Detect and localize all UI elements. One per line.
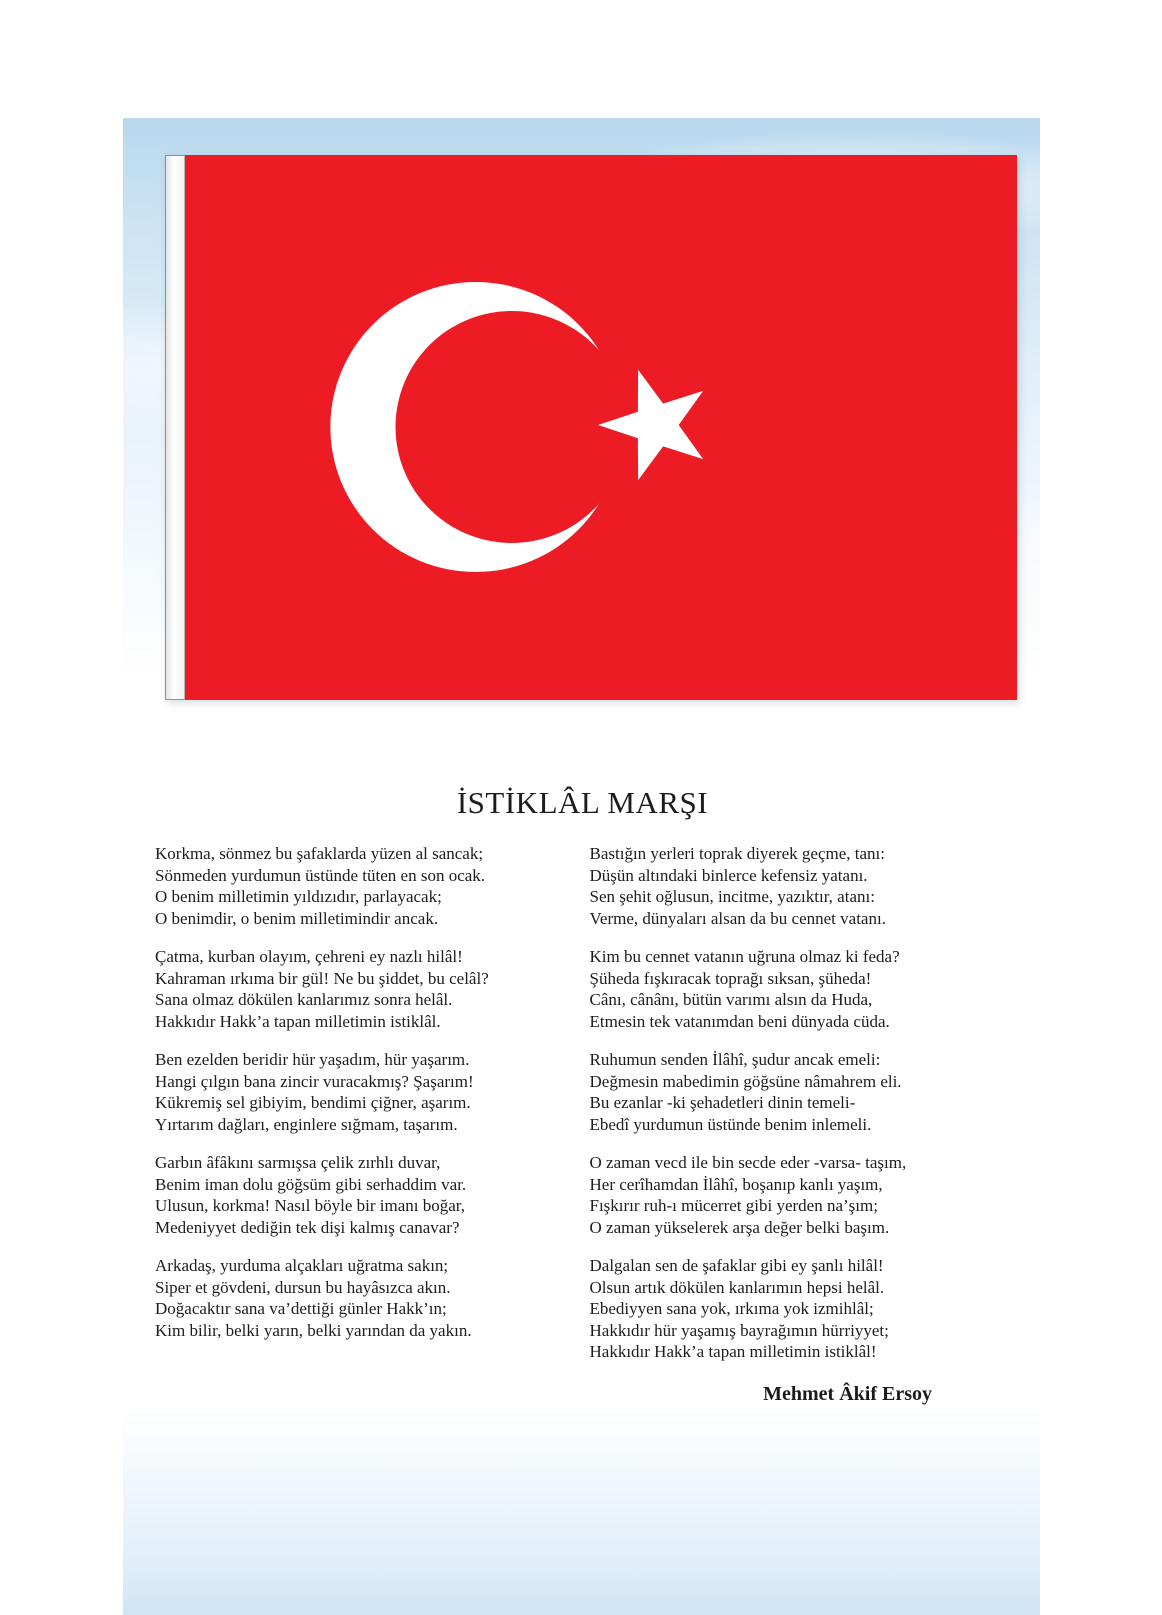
poem-line: Verme, dünyaları alsan da bu cennet vatanı. (589, 908, 886, 928)
poem-column-right (590, 843, 1011, 1406)
poem-line: Olsun artık dökülen kanlarımın hepsi helâl. (589, 1277, 885, 1297)
poem-line: Ebedî yurdumun üstünde benim inlemeli. (589, 1114, 872, 1134)
poem-line: Dalgalan sen de şafaklar gibi ey şanlı hilâl! (589, 1256, 884, 1275)
poem-line: Şüheda fışkıracak toprağı sıksan, şüheda! (589, 968, 872, 988)
poem-line: Sönmeden yurdumun üstünde tüten en son ocak. (155, 865, 486, 885)
poem-line: Yırtarım dağları, enginlere sığmam, taşarım. (155, 1114, 458, 1134)
poem-line: Kahraman ırkıma bir gül! Ne bu şiddet, bu celâl? (155, 968, 489, 988)
poem-line: Siper et gövdeni, dursun bu hayâsızca akın. (155, 1277, 451, 1297)
poem-line: Kim bu cennet vatanın uğruna olmaz ki feda? (589, 947, 900, 966)
poem-line: Sen şehit oğlusun, incitme, yazıktır, atanı: (589, 887, 875, 906)
stanza-4 (155, 1152, 576, 1238)
poem-line: Benim iman dolu göğsüm gibi serhaddim var. (155, 1174, 467, 1194)
stanza-7 (590, 946, 1011, 1032)
poem-line: Doğacaktır sana va’dettiği günler Hakk’ın; (155, 1299, 447, 1318)
poem-line: Fışkırır ruh-ı mücerret gibi yerden na’şım; (589, 1196, 878, 1215)
stanza-10 (590, 1255, 1011, 1363)
poem-line: Medeniyyet dediğin tek dişi kalmış canavar? (155, 1217, 460, 1237)
poem-line: O zaman yükselerek arşa değer belki başım. (589, 1217, 890, 1237)
poem-line: Ulusun, korkma! Nasıl böyle bir imanı boğar, (155, 1196, 465, 1215)
stanza-6 (590, 843, 1011, 929)
author-name: Mehmet Âkif Ersoy (763, 1382, 932, 1405)
poem-line: Etmesin tek vatanımdan beni dünyada cüda. (589, 1011, 890, 1031)
poem-column-left (155, 843, 576, 1406)
poem-line: Bastığın yerleri toprak diyerek geçme, tanı: (589, 844, 886, 863)
poem-line: Hakkıdır hür yaşamış bayrağımın hürriyyet; (589, 1320, 889, 1340)
poem-line: Ruhumun senden İlâhî, şudur ancak emeli: (589, 1050, 881, 1069)
poem-line: Cânı, cânânı, bütün varımı alsın da Huda, (589, 990, 873, 1009)
stanza-8 (590, 1049, 1011, 1135)
stanza-1 (155, 843, 576, 929)
crescent-inner-circle (396, 311, 629, 543)
poem-line: Ben ezelden beridir hür yaşadım, hür yaşarım. (155, 1050, 470, 1069)
stanza-2 (155, 946, 576, 1032)
poem-line: Kükremiş sel gibiyim, bendimi çiğner, aşarım. (155, 1093, 471, 1112)
poem-line: Arkadaş, yurduma alçakları uğratma sakın; (155, 1256, 449, 1275)
stanza-9 (590, 1152, 1011, 1238)
poem-line: O zaman vecd ile bin secde eder -varsa- taşım, (589, 1153, 907, 1172)
poem-line: Değmesin mabedimin göğsüne nâmahrem eli. (589, 1071, 902, 1091)
stanza-5 (155, 1255, 576, 1341)
flag-graphic (185, 155, 1017, 700)
poem-line: Garbın âfâkını sarmışsa çelik zırhlı duvar, (155, 1153, 441, 1172)
poem-line: Hangi çılgın bana zincir vuracakmış? Şaşarım! (155, 1071, 474, 1091)
poem-line: Hakkıdır Hakk’a tapan milletimin istiklâl. (155, 1011, 441, 1031)
poem-line: O benimdir, o benim milletimindir ancak. (155, 908, 439, 928)
poem-line: Bu ezanlar -ki şehadetleri dinin temeli- (589, 1093, 856, 1112)
poem-line: O benim milletimin yıldızıdır, parlayacak; (155, 887, 442, 906)
page-title: İSTİKLÂL MARŞI (456, 785, 709, 820)
flag-hoist-strip (165, 155, 185, 700)
poem-columns (155, 843, 1010, 1406)
turkish-flag (165, 155, 1017, 700)
poem-line: Ebediyyen sana yok, ırkıma yok izmihlâl; (589, 1299, 874, 1318)
poem-line: Çatma, kurban olayım, çehreni ey nazlı hilâl! (155, 947, 463, 966)
content-panel (123, 118, 1040, 1615)
poem-line: Düşün altındaki binlerce kefensiz yatanı. (589, 865, 868, 885)
poem-line: Her cerîhamdan İlâhî, boşanıp kanlı yaşım, (589, 1174, 883, 1194)
poem-line: Kim bilir, belki yarın, belki yarından da yakın. (155, 1320, 472, 1340)
poem-line: Sana olmaz dökülen kanlarımız sonra helâl. (155, 990, 453, 1009)
poem-line: Hakkıdır Hakk’a tapan milletimin istiklâl! (589, 1342, 877, 1361)
stanza-3 (155, 1049, 576, 1135)
poem-line: Korkma, sönmez bu şafaklarda yüzen al sancak; (155, 844, 484, 863)
